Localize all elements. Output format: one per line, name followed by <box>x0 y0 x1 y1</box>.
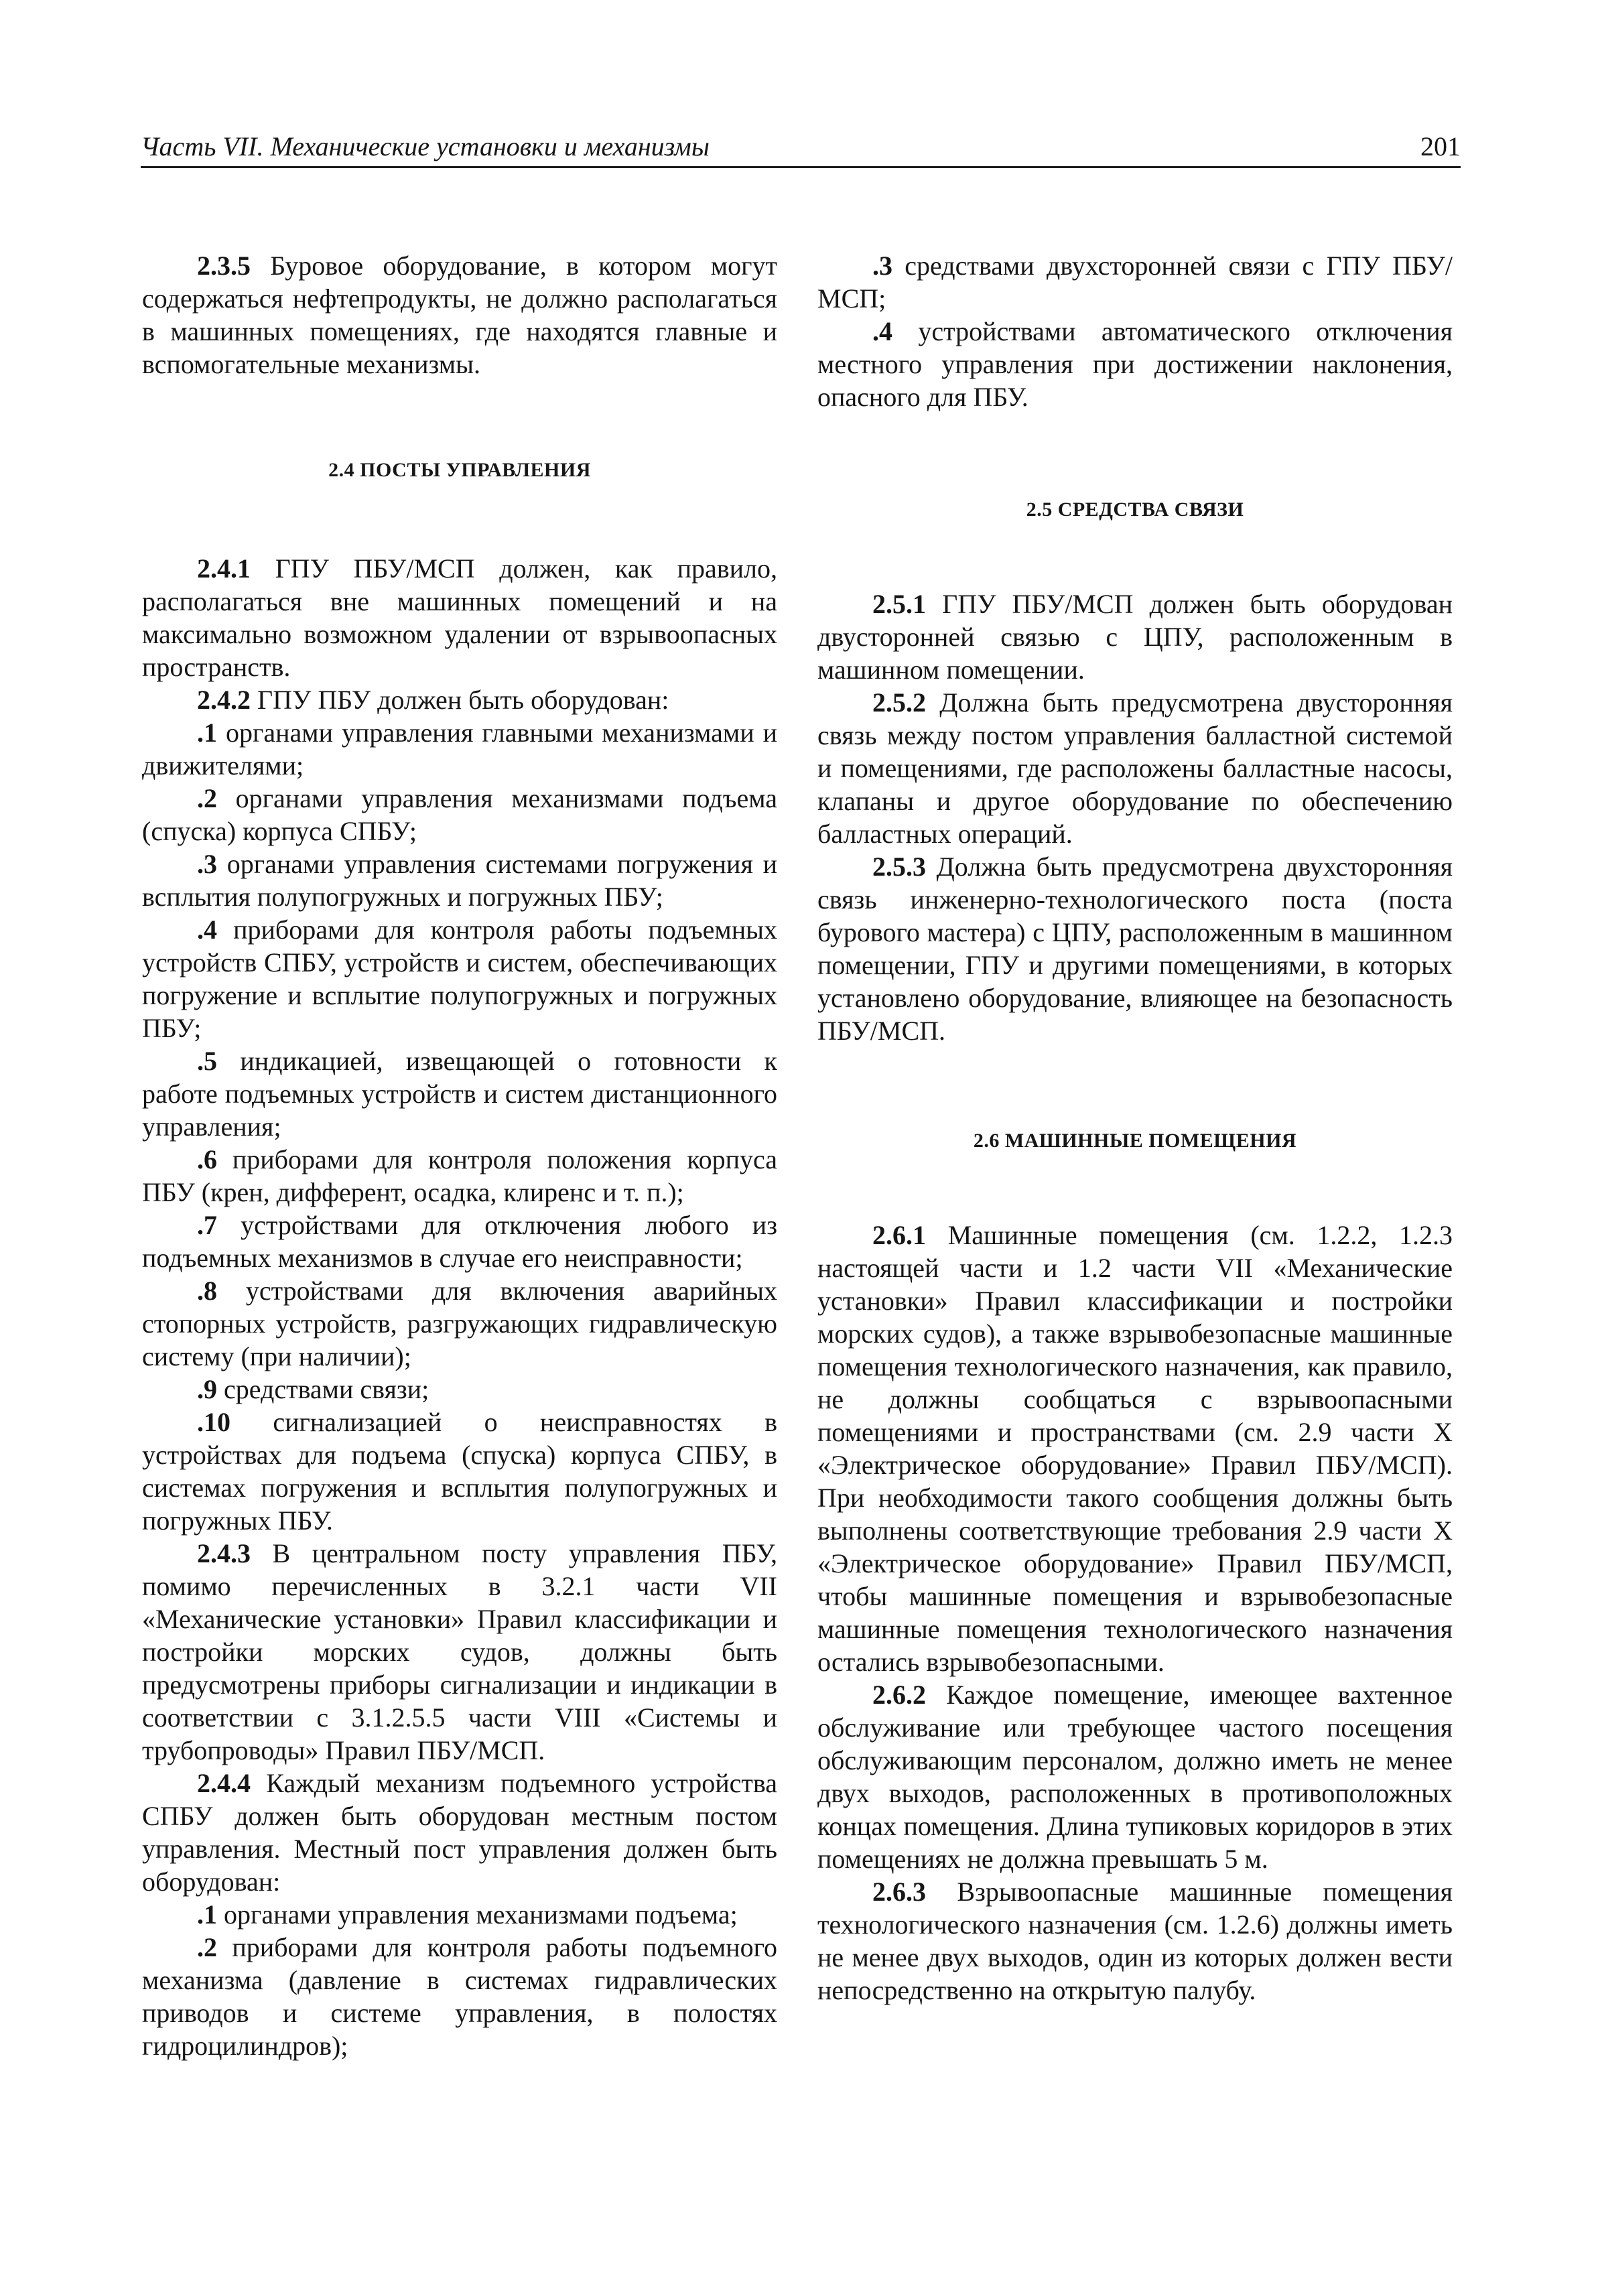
page-number: 201 <box>1420 131 1461 161</box>
left-column <box>142 249 777 2062</box>
list-item: .10 сигнализацией о неисправностях в устройствах для подъема (спуска) корпуса СПБУ, в системах погружения и всплытия полупогружных и погружных ПБУ. <box>142 1407 777 1536</box>
list-item: .2 приборами для контроля работы подъемного механизма (давление в системах гидравлических приводов и системе управления, в полостях гидроцилиндров); <box>142 1932 777 2061</box>
list-item: .5 индикацией, извещающей о готовности к работе подъемных устройств и систем дистанционного управления; <box>142 1046 777 1142</box>
right-column <box>817 249 1453 2007</box>
paragraph-2-3-5: 2.3.5 Буровое оборудование, в котором могут содержаться нефтепродукты, не должно располагаться в машинных помещениях, где находятся главные и вспомогательные механизмы. <box>142 251 777 379</box>
running-title: Часть VII. Механические установки и механизмы <box>141 131 710 161</box>
paragraph-2-6-1: 2.6.1 Машинные помещения (см. 1.2.2, 1.2.3 настоящей части и 1.2 части VII «Механические установки» Правил классификации и постройки морских судов), а также взрывобезопасные машинные помещения технологического назначения, как правило, не должны сообщаться с взрывоопасными помещениями и пространствами (см. 2.9 части X «Электрическое оборудование» Правил ПБУ/МСП). При необходимости такого сообщения должны быть выполнены соответствующие требования 2.9 части X «Электрическое оборудование» Правил ПБУ/МСП, чтобы машинные помещения и взрывобезопасные машинные помещения технологического назначения остались взрывобезопасными. <box>817 1220 1453 1677</box>
section-heading-2-5: 2.5 СРЕДСТВА СВЯЗИ <box>1026 498 1244 521</box>
list-item: .1 органами управления главными механизмами и движителями; <box>142 718 777 781</box>
paragraph-2-4-4: 2.4.4 Каждый механизм подъемного устройства СПБУ должен быть оборудован местным постом управления. Местный пост управления должен быть оборудован: <box>142 1768 777 1897</box>
list-item: .2 органами управления механизмами подъема (спуска) корпуса СПБУ; <box>142 783 777 846</box>
paragraph-2-4-2: 2.4.2 ГПУ ПБУ должен быть оборудован: <box>197 685 669 715</box>
paragraph-2-5-1: 2.5.1 ГПУ ПБУ/МСП должен быть оборудован двусторонней связью с ЦПУ, расположенным в машинном помещении. <box>817 589 1453 685</box>
list-item: .4 устройствами автоматического отключения местного управления при достижении наклонения, опасного для ПБУ. <box>817 316 1453 412</box>
paragraph-2-4-1: 2.4.1 ГПУ ПБУ/МСП должен, как правило, располагаться вне машинных помещений и на максимально возможном удалении от взрывоопасных пространств. <box>142 553 777 682</box>
paragraph-2-6-2: 2.6.2 Каждое помещение, имеющее вахтенное обслуживание или требующее частого посещения обслуживающим персоналом, должно иметь не менее двух выходов, расположенных в противоположных концах помещения. Длина тупиковых коридоров в этих помещениях не должна превышать 5 м. <box>817 1680 1453 1874</box>
paragraph-2-5-2: 2.5.2 Должна быть предусмотрена двусторонняя связь между постом управления балластной системой и помещениями, где расположены балластные насосы, клапаны и другое оборудование по обеспечению балластных операций. <box>817 687 1453 849</box>
paragraph-2-4-3: 2.4.3 В центральном посту управления ПБУ, помимо перечисленных в 3.2.1 части VII «Механические установки» Правил классификации и постройки морских судов, должны быть предусмотрены приборы сигнализации и индикации в соответствии с 3.1.2.5.5 части VIII «Системы и трубопроводы» Правил ПБУ/МСП. <box>142 1538 777 1765</box>
list-item: .3 органами управления системами погружения и всплытия полупогружных и погружных ПБУ; <box>142 849 777 912</box>
list-item: .8 устройствами для включения аварийных стопорных устройств, разгружающих гидравлическую систему (при наличии); <box>142 1276 777 1371</box>
list-item: .4 приборами для контроля работы подъемных устройств СПБУ, устройств и систем, обеспечивающих погружение и всплытие полупогружных и погружных ПБУ; <box>142 915 777 1043</box>
paragraph-2-5-3: 2.5.3 Должна быть предусмотрена двухсторонняя связь инженерно-технологического поста (поста бурового мастера) с ЦПУ, расположенным в машинном помещении, ГПУ и другими помещениями, в которых установлено оборудование, влияющее на безопасность ПБУ/МСП. <box>817 852 1453 1046</box>
list-item: .7 устройствами для отключения любого из подъемных механизмов в случае его неисправности; <box>142 1210 777 1273</box>
list-item: .9 средствами связи; <box>197 1374 429 1404</box>
section-heading-2-4: 2.4 ПОСТЫ УПРАВЛЕНИЯ <box>328 459 591 481</box>
section-heading-2-6: 2.6 МАШИННЫЕ ПОМЕЩЕНИЯ <box>973 1130 1297 1152</box>
list-item: .1 органами управления механизмами подъема; <box>197 1899 738 1930</box>
page-header <box>141 127 1461 168</box>
paragraph-2-6-3: 2.6.3 Взрывоопасные машинные помещения технологического назначения (см. 1.2.6) должны иметь не менее двух выходов, один из которых должен вести непосредственно на открытую палубу. <box>817 1877 1453 2005</box>
list-item: .3 средствами двухсторонней связи с ГПУ ПБУ/МСП; <box>817 251 1453 314</box>
list-item: .6 приборами для контроля положения корпуса ПБУ (крен, дифферент, осадка, клиренс и т. п.); <box>142 1144 777 1207</box>
